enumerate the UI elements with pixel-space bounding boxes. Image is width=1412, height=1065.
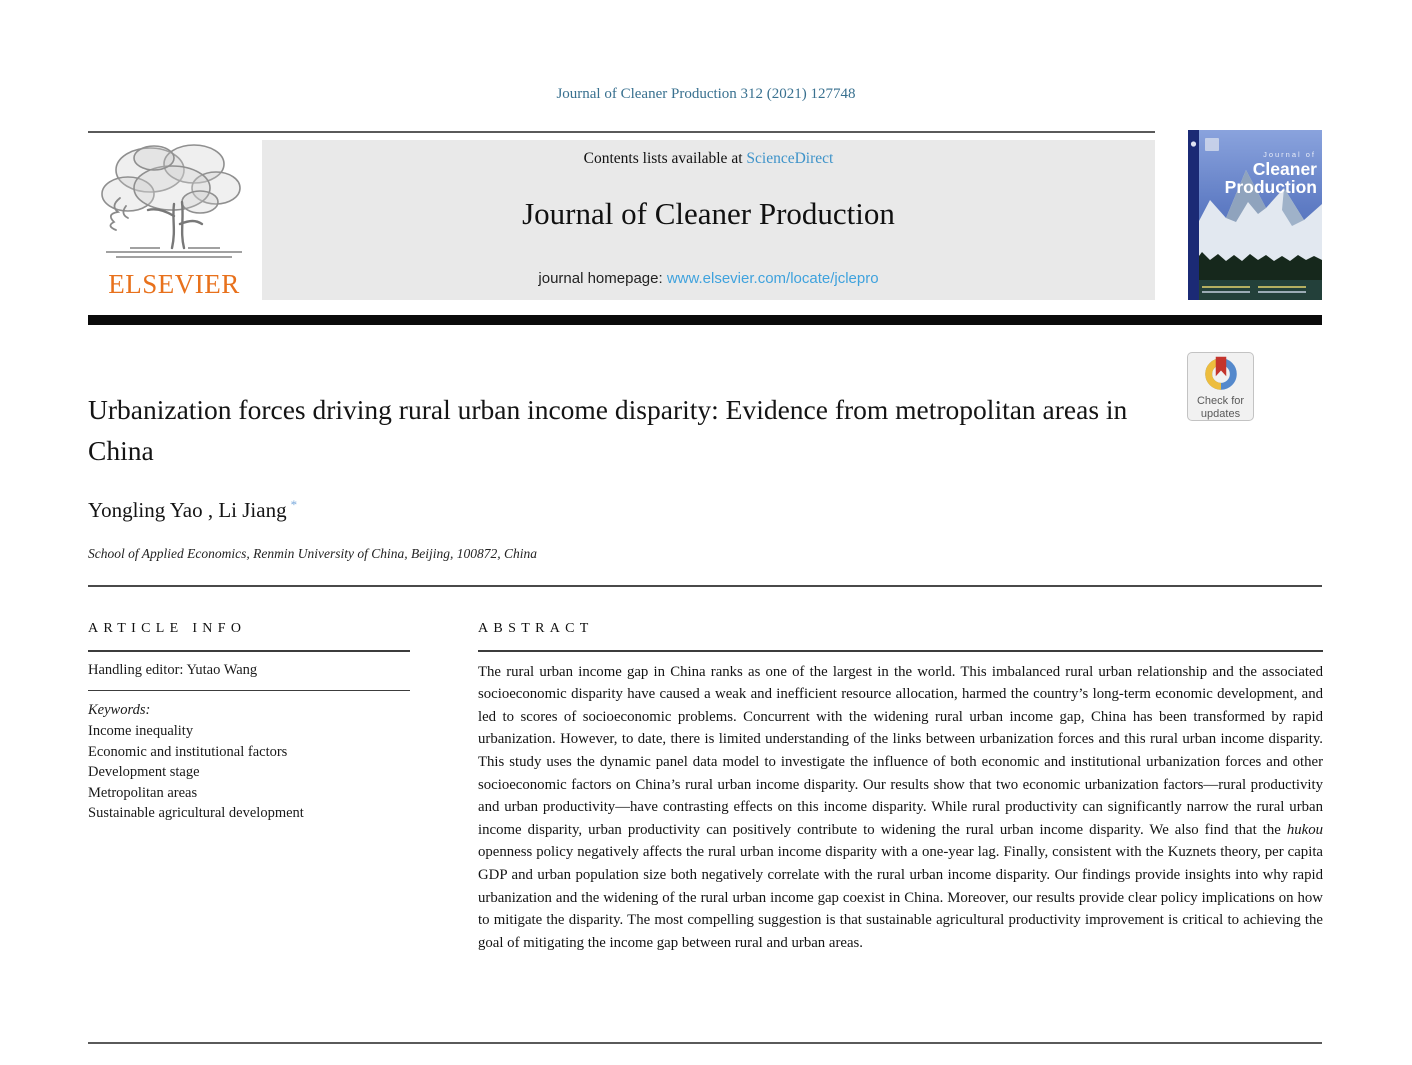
article-info-section xyxy=(88,621,410,824)
elsevier-tree-icon xyxy=(90,136,258,268)
keyword-item: Development stage xyxy=(88,764,200,781)
article-info-heading: ARTICLE INFO xyxy=(88,621,247,636)
keyword-item: Economic and institutional factors xyxy=(88,743,288,760)
abstract-section xyxy=(478,621,1323,954)
contents-line xyxy=(262,150,1155,168)
author-line xyxy=(88,497,297,523)
abstract-heading: ABSTRACT xyxy=(478,621,594,636)
elsevier-logo xyxy=(88,136,260,304)
journal-title: Journal of Cleaner Production xyxy=(522,196,895,231)
header-top-rule xyxy=(88,131,1155,133)
page-bottom-rule xyxy=(88,1042,1322,1044)
crossmark-icon xyxy=(1191,353,1251,392)
sciencedirect-link[interactable]: ScienceDirect xyxy=(746,150,834,167)
cover-water xyxy=(1188,280,1322,300)
abstract-text-part2: openness policy negatively affects the rural urban income disparity with a one-year lag. Finally, consistent with the Kuznets theory, per capita GDP and urban population size both negatively correlate with the rural urban income disparity. Our findings provide insights into why rapid urbanization and the widening of the rural urban income gap coexist in China. Moreover, our results provide clear policy implications on how to mitigate the disparity. The most compelling suggestion is that sustainable agricultural productivity improvement is critical to achieving the goal of mitigating the income gap between rural and urban areas. xyxy=(478,844,1323,951)
contents-prefix: Contents lists available at xyxy=(583,150,747,167)
check-for-updates-button[interactable] xyxy=(1187,352,1254,421)
section-top-rule xyxy=(88,585,1322,587)
keyword-item: Metropolitan areas xyxy=(88,784,198,801)
crossmark-label-line1: Check for xyxy=(1196,395,1245,407)
keyword-item: Income inequality xyxy=(88,723,194,740)
abstract-hukou-term: hukou xyxy=(1286,821,1323,838)
cover-emblem xyxy=(1205,138,1219,151)
journal-header-box xyxy=(262,140,1155,300)
keywords-label: Keywords: xyxy=(88,702,151,719)
crossmark-label-line2: updates xyxy=(1200,407,1241,420)
elsevier-wordmark: ELSEVIER xyxy=(108,269,240,299)
corresponding-author-link[interactable]: * xyxy=(290,497,298,512)
article-title: Urbanization forces driving rural urban income disparity: Evidence from metropolitan areas in China xyxy=(88,394,1128,466)
bookmark-icon xyxy=(1215,357,1226,377)
homepage-url-link[interactable]: www.elsevier.com/locate/jclepro xyxy=(666,270,879,287)
keyword-item: Sustainable agricultural development xyxy=(88,805,304,822)
cover-kicker: Journal of xyxy=(1263,150,1316,159)
homepage-prefix: journal homepage: xyxy=(538,270,667,287)
cover-title-line1: Cleaner xyxy=(1252,159,1317,179)
journal-cover-thumbnail[interactable] xyxy=(1188,130,1322,300)
article-info-rule-2 xyxy=(88,690,410,692)
cover-title-line2: Production xyxy=(1224,177,1317,197)
abstract-text xyxy=(478,661,1323,955)
journal-citation: Journal of Cleaner Production 312 (2021) 127748 xyxy=(556,86,856,102)
author-names: Yongling Yao , Li Jiang xyxy=(88,498,287,522)
homepage-line xyxy=(262,270,1155,287)
handling-editor: Handling editor: Yutao Wang xyxy=(88,661,258,678)
header-divider-bar xyxy=(88,315,1322,325)
abstract-rule xyxy=(478,650,1323,652)
cover-spine xyxy=(1188,130,1199,300)
affiliation: School of Applied Economics, Renmin University of China, Beijing, 100872, China xyxy=(88,546,537,561)
abstract-text-part1: The rural urban income gap in China ranks as one of the largest in the world. This imbalanced rural urban relationship and the associated socioeconomic disparity have caused a weak and inefficient resource allocation, harmed the country’s long-term economic development, and led to scores of socioeconomic problems. Concurrent with the widening rural urban income gap, China has been transformed by rapid urbanization. However, to date, there is limited understanding of the links between urbanization forces and this rural urban income disparity. This study uses the dynamic panel data model to investigate the influence of both economic and institutional urbanization forces and other socioeconomic factors on China’s rural urban income disparity. Our results show that two economic urbanization factors—rural productivity and urban productivity—have contrasting effects on this income disparity. While rural productivity can significantly narrow the rural urban income disparity, urban productivity can positively contribute to widening the rural urban income disparity. We also find that the xyxy=(478,663,1323,838)
